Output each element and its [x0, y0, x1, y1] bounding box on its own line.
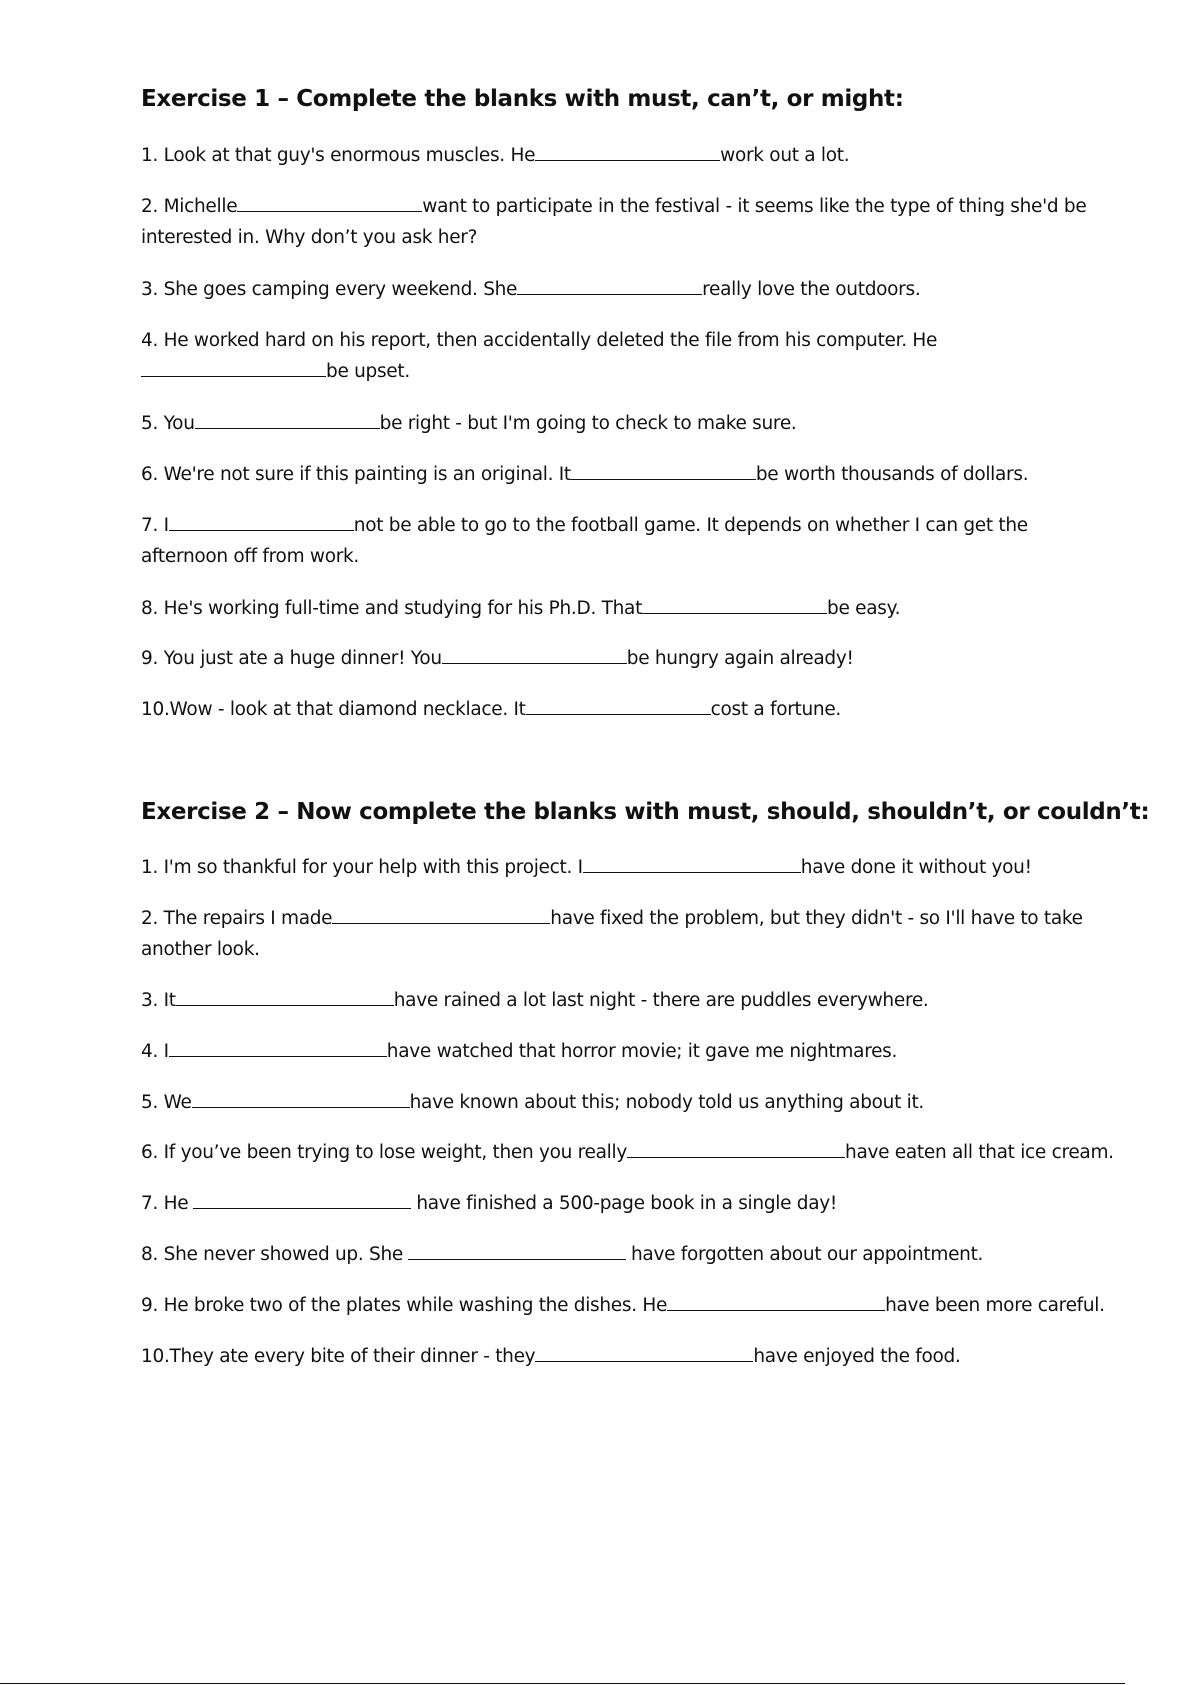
exercise-2-item-6: 6. If you’ve been trying to lose weight, then you really have eaten all that ice cream. — [141, 1137, 1114, 1168]
exercise-2-item-5: 5. We have known about this; nobody told us anything about it. — [141, 1087, 924, 1118]
exercise-1-title: Exercise 1 – Complete the blanks with must, can’t, or might: — [141, 86, 904, 112]
answer-blank[interactable] — [571, 459, 756, 480]
answer-blank[interactable] — [169, 1036, 387, 1057]
exercise-2-item-1: 1. I'm so thankful for your help with this project. I have done it without you! — [141, 852, 1032, 883]
exercise-1-item-7: 7. I not be able to go to the football game. It depends on whether I can get the afternoon off from work. — [141, 510, 1028, 572]
exercise-2-item-2: 2. The repairs I made have fixed the problem, but they didn't - so I'll have to take another look. — [141, 903, 1083, 965]
exercise-2-item-4: 4. I have watched that horror movie; it gave me nightmares. — [141, 1036, 897, 1067]
exercise-2-item-9: 9. He broke two of the plates while washing the dishes. He have been more careful. — [141, 1290, 1105, 1321]
exercise-1-item-1: 1. Look at that guy's enormous muscles. He work out a lot. — [141, 140, 849, 171]
answer-blank[interactable] — [141, 356, 326, 377]
exercise-1-item-6: 6. We're not sure if this painting is an original. It be worth thousands of dollars. — [141, 459, 1028, 490]
answer-blank[interactable] — [642, 593, 827, 614]
answer-blank[interactable] — [193, 1188, 411, 1209]
answer-blank[interactable] — [192, 1087, 410, 1108]
exercise-1-item-8: 8. He's working full-time and studying for his Ph.D. That be easy. — [141, 593, 900, 624]
exercise-2-item-10: 10.They ate every bite of their dinner - they have enjoyed the food. — [141, 1341, 961, 1372]
exercise-2-title: Exercise 2 – Now complete the blanks with must, should, shouldn’t, or couldn’t: — [141, 799, 1150, 825]
exercise-1-item-5: 5. You be right - but I'm going to check to make sure. — [141, 408, 796, 439]
answer-blank[interactable] — [517, 274, 702, 295]
exercise-1-item-3: 3. She goes camping every weekend. She really love the outdoors. — [141, 274, 920, 305]
answer-blank[interactable] — [535, 140, 720, 161]
exercise-1-item-9: 9. You just ate a huge dinner! You be hungry again already! — [141, 643, 854, 674]
exercise-2-item-3: 3. It have rained a lot last night - there are puddles everywhere. — [141, 985, 929, 1016]
answer-blank[interactable] — [237, 191, 422, 212]
page-bottom-rule — [0, 1683, 1125, 1684]
answer-blank[interactable] — [526, 694, 711, 715]
answer-blank[interactable] — [442, 643, 627, 664]
exercise-2-item-7: 7. He have finished a 500-page book in a single day! — [141, 1188, 837, 1219]
answer-blank[interactable] — [195, 408, 380, 429]
answer-blank[interactable] — [408, 1239, 626, 1260]
answer-blank[interactable] — [667, 1290, 885, 1311]
answer-blank[interactable] — [332, 903, 550, 924]
answer-blank[interactable] — [169, 510, 354, 531]
answer-blank[interactable] — [583, 852, 801, 873]
answer-blank[interactable] — [627, 1137, 845, 1158]
exercise-1-item-2: 2. Michelle want to participate in the festival - it seems like the type of thing she'd be interested in. Why don’t you ask her? — [141, 191, 1086, 253]
answer-blank[interactable] — [176, 985, 394, 1006]
exercise-1-item-10: 10.Wow - look at that diamond necklace. It cost a fortune. — [141, 694, 841, 725]
exercise-2-item-8: 8. She never showed up. She have forgotten about our appointment. — [141, 1239, 983, 1270]
answer-blank[interactable] — [535, 1341, 753, 1362]
exercise-1-item-4: 4. He worked hard on his report, then accidentally deleted the file from his computer. He be upset. — [141, 330, 938, 382]
